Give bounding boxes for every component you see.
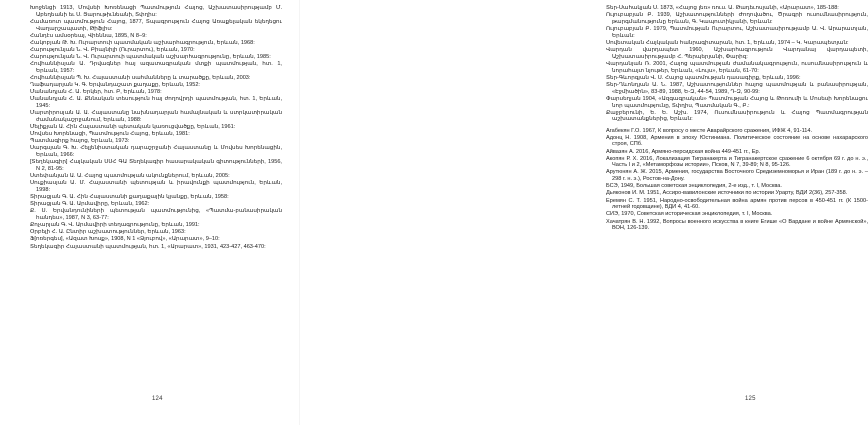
bibliography-entry: Айвазян А. 2016, Армяно-персидская война 449-451 гг., Ер. <box>606 148 761 155</box>
bibliography-entry: Քաջբերունի, Ե. Ե. Աշխ. 1974, Ուսումնասիրություն և Հայոց Պատմագրության աշխատանքներից, Երևան: <box>606 109 868 123</box>
bibliography-entry: Հարությունյան Ն. Վ. Ուրարտուի պատմական աշխարհագրությունը, Երևան, 1985: <box>30 54 271 61</box>
bibliography-entry: Օրբելի Հ. Ա. Ընտիր աշխատություններ, Երևան, 1963: <box>30 229 186 236</box>
bibliography-entry: Համառոտ պատմություն Հայոց, 1877, Տպագրություն Հայոց Առաքելական եկեղեցու Վաղարշապատի, Թիֆլիս: <box>30 18 282 32</box>
right-page-number: 125 <box>745 396 756 402</box>
bibliography-entry: Հակոբյան Թ. Խ. Ուրարտուի պատմական աշխարհագրություն, Երևան, 1968: <box>30 39 255 46</box>
bibliography-entry: Ուլուբաբյան Բ. 1939, Աշխատությունների Ժողովածու, Ծրագրի ուսումնասիրություն, թարգմանությունը Երևան, Գ. Կապուտիկյանի, Երևան: <box>606 12 868 25</box>
bibliography-entry: Տիրացյան Գ. Ա. Արմավիրը, Երևան, 1962: <box>30 201 150 208</box>
bibliography-entry: БСЭ, 1949, Большая советская энциклопедия, 2-е изд., т. I, Москва. <box>606 183 782 190</box>
bibliography-entry: Хачатрян В. Н. 1992, Вопросы военного искусства в книге Егише «О Вардане и войне Армянской», ВОН, 126-139. <box>606 218 868 232</box>
bibliography-entry: Ք. Ս. Երվանդունիների պետության պատմությունից, «Պատմա-բանասիրական հանդես», 1987, N 3, 63-77: <box>30 208 282 222</box>
bibliography-entry: Տեր-Սահակյան Ս. 1873, «Հայոց լեռ» ռուս. Ա. Թադեւոսյանի, «Արարատ», 185-188: <box>606 5 839 11</box>
bibliography-entry: Հովհաննիսյան Պ. Խ. Հայաստանի սահմանները և տարածքը, Երևան, 2003: <box>30 75 251 82</box>
left-bibliography-column <box>30 5 282 251</box>
bibliography-entry: Մելիքյան Ա. Հին Հայաստանի պետական կառուցվածքը, Երևան, 1961: <box>30 124 236 131</box>
bibliography-entry: Տեղեկագիր Հայաստանի պատմության, հտ. 1, «Արարատ», 1931, 423-427, 463-470: <box>30 243 266 250</box>
bibliography-entry: Քոչարյան Գ. Վ. Արմավիրի տեղագրությունը, Երևան, 1991: <box>30 222 200 229</box>
bibliography-entry: Տիրացյան Գ. Ա. Հին Հայաստանի քաղաքային կյանքը, Երևան, 1958: <box>30 194 229 201</box>
bibliography-entry: Մանանդյան Հ. Ա. Երկեր, հտ. Բ, Երևան, 1978: <box>30 89 162 96</box>
bibliography-entry: Ստեփանյան Ա. Ա. Հայոց պատմության ակունքներում, Երևան, 2005: <box>30 173 230 180</box>
bibliography-entry: Պատմագիրք հայոց, Երևան, 1973: <box>30 138 130 145</box>
right-bibliography-column <box>606 5 868 232</box>
bibliography-entry: СИЭ, 1970, Советская историческая энциклопедия, т. I, Москва. <box>606 211 773 218</box>
bibliography-entry: Վարդան վարդապետ 1960, Աշխարհագրություն Վարդանայ վարդապետի, Աշխատասիրությամբ Հ. Պերպերյանի, Փարիզ: <box>606 46 868 60</box>
bibliography-entry: Սովետական Հայկական հանրագիտարան, հտ. 1, Երևան, 1974 – Կ. Կարապետյան: <box>606 39 849 46</box>
bibliography-entry: Փարսեղյան 1904, «Ազգագրական» Պատմության Հայոց և Թոռումի և Մոսեսի Խորենացու նոր պատմությունը, Տփղիս, Պատմական Գ., Բ.: <box>606 95 868 109</box>
bibliography-entry: Агабекян Г.О. 1967, К вопросу о месте Аварайрского сражения, ИФЖ 4, 91-114. <box>606 127 813 134</box>
bibliography-entry: Ֆ[ոռերգես], «Ազատ Խոսք», 1908, N 1 «Ձյուբով», «Արարատ», 9–10: <box>30 236 220 243</box>
bibliography-entry: Խոջենցի 1913, Մովսեի Խոռենացի Պատմություն Հայոց, Աշխատասիրությամբ Մ. Աբեղեանի եւ Ս. Յարութիւնեանի, Տփղիս: <box>30 5 282 18</box>
bibliography-entry: Մանանդյան Հ. Ա. Քննական տեսություն հայ ժողովրդի պատմության, հտ. 1, Երևան, 1945: <box>30 96 282 110</box>
left-page-number: 124 <box>152 396 163 402</box>
bibliography-entry: Մովսես Խորենացի, Պատմություն Հայոց, Երևան, 1981: <box>30 131 190 138</box>
bibliography-entry: Տեր-Գևորգյան Վ. Ս. Հայոց պատմության դասագիրք, Երևան, 1996: <box>606 74 801 81</box>
bibliography-entry: Ղաֆադարյան Կ. Գ. Երվանդաշատ քաղաքը, Երևան, 1952: <box>30 82 200 89</box>
bibliography-entry: Адонц Н. 1908, Армения в эпоху Юстиниана. Политическое состояние на основе нахарарского строя, СПб. <box>606 134 868 148</box>
russian-sources-list <box>606 128 868 233</box>
bibliography-entry: Տեր-Ղևոնդյան Ա. Ն. 1987, Աշխատություններ հայոց պատմության և բանասիրության, «Էջմիածին», 83-89, 1988, Ե-Զ, 44-54, 1989, Դ-Զ, 90-99: <box>606 81 868 95</box>
right-page <box>300 0 868 425</box>
bibliography-entry: Մարտիրոսյան Ա. Ա. Հայաստանը նախնադարյան համայնական և ստրկատիրական ժամանակաշրջանում, Երևան, 1988: <box>30 110 282 124</box>
bibliography-entry: Арутюнян А. Ж. 2015, Армения, государства Восточного Средиземноморья и Иран (189 г. до н. э. – 298 г. н. э.), Ростов-на-Дону. <box>606 169 868 183</box>
bibliography-entry: Акопян Р. Х. 2016, Локализация Тигранакерта и Тигранакертское сражение 6 октября 69 г. до н. э., Часть I и 2, «Метаморфозы истории», Псков, N 7, 39-89; N 8, 95-126. <box>606 155 868 169</box>
bibliography-entry: Վարդանյան Ռ. 2001, Հայոց պատմության ժամանակագրություն, ուսումնասիրություն և նորահայտ նյութեր, Երևան, «Լույս», Երևան, 61-70: <box>606 60 868 74</box>
bibliography-entry: Հարությունյան Ն. Վ. Բիայնիլի (Ուրարտու), Երևան, 1970: <box>30 46 195 53</box>
bibliography-entry: Հանդէս ամսօրեայ, Վիեննա, 1895, N 8–9: <box>30 32 147 39</box>
bibliography-entry: Հովհաննիսյան Ա. Դրվագներ հայ ազատագրական մտքի պատմության, հտ. 1, Երևան, 1957: <box>30 61 282 74</box>
bibliography-entry: [Տեղեկագիր] Հայկական ՍՍՀ ԳԱ Տեղեկագիր հասարակական գիտությունների, 1956, N 2, 81-95: <box>30 159 282 173</box>
bibliography-entry: Ուլուբաբյան Բ. 1979, Պատմության Ուրարտու, Աշխատասիրությամբ Ա. Վ. Արարատյան, Երևան: <box>606 25 868 39</box>
bibliography-entry: Սարգսյան Գ. Խ. Հելլենիստական դարաշրջանի Հայաստանը և Մովսես Խորենացին, Երևան, 1966: <box>30 145 282 159</box>
bibliography-entry: Սուքիասյան Ա. Մ. Հայաստանի պետության և իրավունքի պատմություն, Երևան, 1998: <box>30 180 282 194</box>
bibliography-entry: Еремян С. Т. 1951, Народно-освободительная война армян против персов в 450-451 гг. (К 1500-летней годовщине), ВДИ 4, 41-60. <box>606 197 868 211</box>
armenian-sources-list <box>606 5 868 123</box>
bibliography-entry: Дьяконов И. М. 1951, Ассиро-вавилонские источники по истории Урарту, ВДИ 2(36), 257-358. <box>606 190 848 197</box>
left-page <box>0 0 300 425</box>
